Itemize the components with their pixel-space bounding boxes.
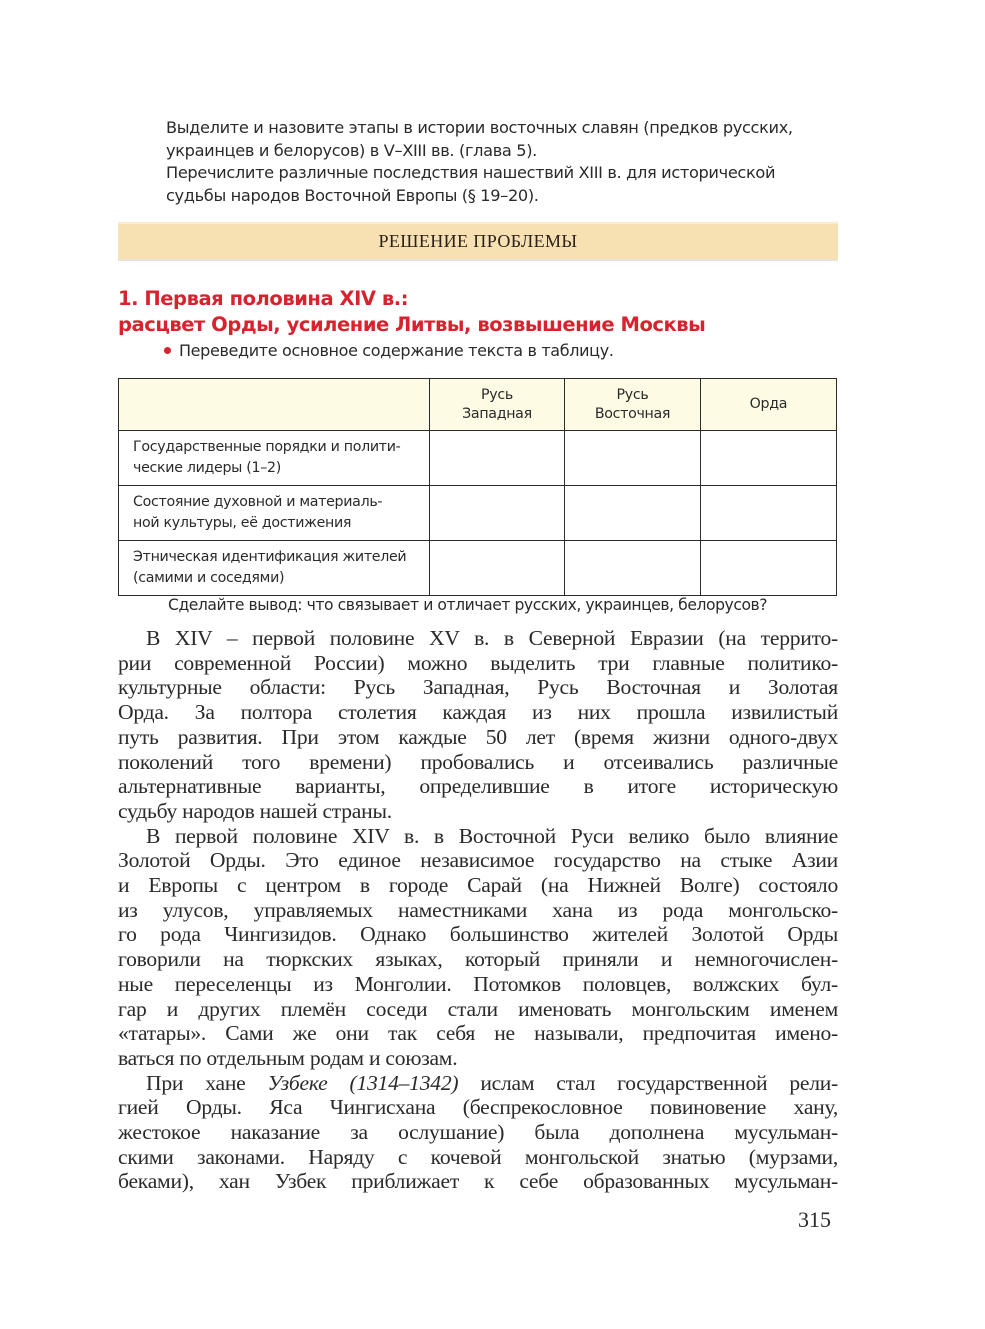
- table-cell: [429, 541, 564, 596]
- header-line: Русь: [616, 386, 649, 403]
- header-line: Западная: [462, 405, 532, 422]
- paragraph-2: [118, 824, 838, 1071]
- text-span: При хане: [146, 1070, 268, 1095]
- text-line: гар и других племён соседи стали именовать монгольским именем: [118, 996, 838, 1021]
- table-header-horde: [700, 379, 836, 431]
- conclusion-prompt: Сделайте вывод: что связывает и отличает русских, украинцев, белорусов?: [168, 596, 768, 614]
- text-line: и Европы с центром в городе Сарай (на Нижней Волге) состояло: [118, 873, 838, 898]
- table-cell: [700, 541, 836, 596]
- text-line: ные переселенцы из Монголии. Потомков половцев, волжских бул-: [118, 971, 838, 996]
- row-label-line: Состояние духовной и материаль-: [133, 494, 383, 510]
- table-cell: [700, 486, 836, 541]
- row-label-line: Государственные порядки и полити-: [133, 439, 401, 455]
- table-cell: [565, 541, 701, 596]
- khan-uzbek-italic: Узбеке (1314–1342): [267, 1070, 459, 1095]
- table-header-row: [119, 379, 837, 431]
- text-span: ислам стал государственной рели-: [458, 1070, 838, 1095]
- text-line: Орда. За полтора столетия каждая из них прошла извилистый: [118, 700, 838, 725]
- text-line: го рода Чингизидов. Однако большинство жителей Золотой Орды: [118, 922, 838, 947]
- text-line: рии современной России) можно выделить три главные политико-: [118, 650, 838, 675]
- row-label: [119, 541, 430, 596]
- intro-line: Перечислите различные последствия нашествий XIII в. для исторической: [166, 163, 776, 182]
- table-header-empty: [119, 379, 430, 431]
- text-line: гией Орды. Яса Чингисхана (беспрекословное повиновение хану,: [118, 1095, 838, 1120]
- text-line: «татары». Сами же они так себя не называли, предпочитая имено-: [118, 1021, 838, 1046]
- body-text: [118, 626, 838, 1194]
- row-label: [119, 431, 430, 486]
- section-banner: [118, 222, 838, 259]
- table-cell: [565, 431, 701, 486]
- text-line: беками), хан Узбек приближает к себе образованных мусульман-: [118, 1169, 838, 1194]
- text-line: поколений того времени) пробовались и отсеивались различные: [118, 749, 838, 774]
- header-line: Русь: [481, 386, 513, 403]
- table-row: [119, 541, 837, 596]
- task-instruction: [164, 341, 614, 360]
- section-heading: [118, 286, 705, 338]
- intro-line: Выделите и назовите этапы в истории восточных славян (предков русских,: [166, 118, 793, 137]
- paragraph-3: [118, 1071, 838, 1195]
- table-cell: [429, 486, 564, 541]
- row-label-line: ческие лидеры (1–2): [133, 460, 282, 476]
- text-line: культурные области: Русь Западная, Русь Восточная и Золотая: [118, 675, 838, 700]
- intro-line: судьбы народов Восточной Европы (§ 19–20).: [166, 185, 539, 205]
- text-line: Золотой Орды. Это единое независимое государство на стыке Азии: [118, 848, 838, 873]
- table-cell: [429, 431, 564, 486]
- comparison-table: [118, 378, 837, 596]
- row-label-line: Этническая идентификация жителей: [133, 549, 407, 565]
- text-line: говорили на тюркских языках, который приняли и немногочислен-: [118, 947, 838, 972]
- text-line: из улусов, управляемых наместниками хана из рода монгольско-: [118, 897, 838, 922]
- text-line: В первой половине XIV в. в Восточной Руси велико было влияние: [146, 823, 838, 848]
- banner-title: РЕШЕНИЕ ПРОБЛЕМЫ: [378, 231, 578, 251]
- header-line: Восточная: [594, 405, 671, 422]
- section-heading-line2: расцвет Орды, усиление Литвы, возвышение Москвы: [118, 313, 706, 336]
- table-row: [119, 431, 837, 486]
- text-line: скими законами. Наряду с кочевой монгольской знатью (мурзами,: [118, 1144, 838, 1169]
- header-line: Орда: [749, 396, 788, 412]
- table-cell: [700, 431, 836, 486]
- text-line: В XIV – первой половине XV в. в Северной Евразии (на террито-: [146, 626, 838, 650]
- task-text: Переведите основное содержание текста в таблицу.: [179, 341, 614, 360]
- text-line: судьбу народов нашей страны.: [118, 798, 392, 823]
- row-label-line: ной культуры, её достижения: [133, 515, 352, 531]
- text-line: путь развития. При этом каждые 50 лет (время жизни одного-двух: [118, 724, 838, 749]
- row-label: [119, 486, 430, 541]
- table-header-east-rus: [565, 379, 701, 431]
- text-line: альтернативные варианты, определившие в итоге историческую: [118, 774, 838, 799]
- table-header-west-rus: [429, 379, 564, 431]
- text-line: [118, 1071, 838, 1096]
- text-line: жестокое наказание за ослушание) была дополнена мусульман-: [118, 1120, 838, 1145]
- text-line: ваться по отдельным родам и союзам.: [118, 1045, 458, 1070]
- intro-questions: [166, 117, 846, 207]
- table-row: [119, 486, 837, 541]
- intro-line: украинцев и белорусов) в V–XIII вв. (глава 5).: [166, 140, 537, 160]
- table-cell: [565, 486, 701, 541]
- page-number: 315: [798, 1207, 831, 1232]
- bullet-icon: [164, 347, 171, 354]
- row-label-line: (самими и соседями): [133, 570, 285, 586]
- paragraph-1: [118, 626, 838, 824]
- section-heading-line1: 1. Первая половина XIV в.:: [118, 287, 409, 310]
